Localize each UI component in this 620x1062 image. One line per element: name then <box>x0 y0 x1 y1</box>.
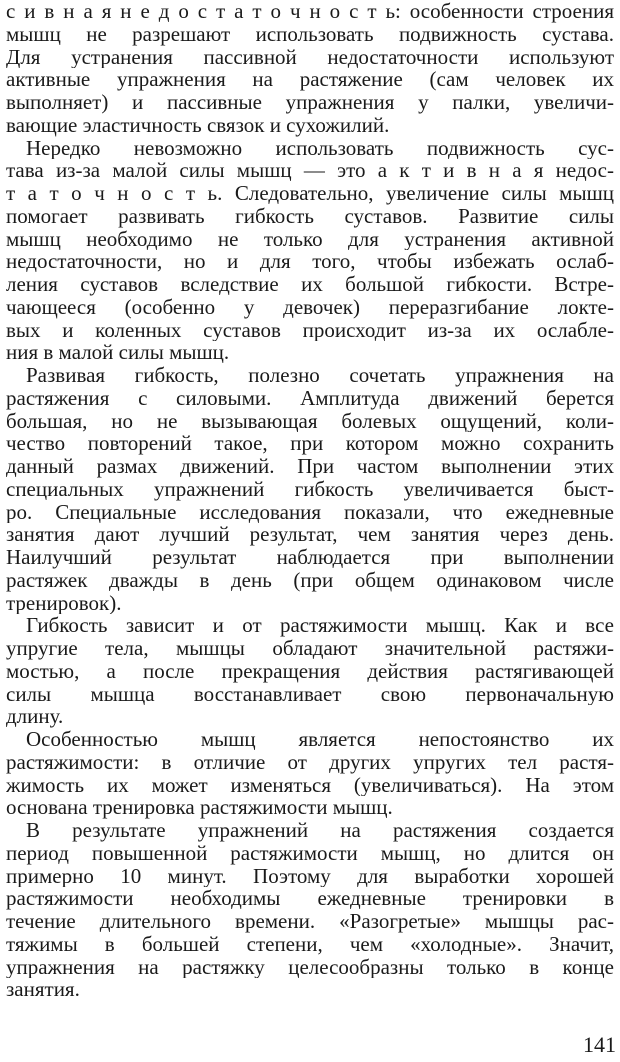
text-line: растяжения с силовыми. Амплитуда движений берется <box>6 386 614 410</box>
text-line: примерно 10 минут. Поэтому для выработки хорошей <box>6 864 614 888</box>
text-line: тава из-за малой силы мышц — это а к т и в н а я недос- <box>6 159 614 182</box>
text-line: вающие эластичность связок и сухожилий. <box>6 113 390 137</box>
text-line: чающееся (особенно у девочек) переразгибание локте- <box>6 295 614 319</box>
text-line: упругие тела, мышцы обладают значительной растяжи- <box>6 637 614 660</box>
text-line: жимость их может изменяться (увеличиваться). На этом <box>6 773 614 797</box>
text-line: большая, но не вызывающая болевых ощущений, коли- <box>6 409 614 433</box>
text-line: растяжимости необходимы ежедневные тренировки в <box>6 887 614 910</box>
text-line: длину. <box>6 705 64 728</box>
text-line: Наилучший результат наблюдается при выполнении <box>6 546 614 569</box>
text-line: тренировок). <box>6 591 122 615</box>
text-line: данный размах движений. При частом выполнении этих <box>6 455 614 478</box>
text-line: основана тренировка растяжимости мышц. <box>6 796 393 819</box>
text-line: мостью, а после прекращения действия растягивающей <box>6 659 614 683</box>
page-text <box>6 0 614 1001</box>
text-line: т а т о ч н о с т ь. Следовательно, увеличение силы мышц <box>6 182 614 205</box>
text-line: выполняет) и пассивные упражнения у палки, увеличи- <box>6 91 614 114</box>
text-line: с и в н а я н е д о с т а т о ч н о с т ь: особенности строения <box>6 0 614 23</box>
text-line: занятия. <box>6 978 80 1001</box>
text-line: период повышенной растяжимости мышц, но длится он <box>6 841 614 865</box>
text-line: Гибкость зависит и от растяжимости мышц. Как и все <box>26 614 614 637</box>
text-line: растяжимости: в отличие от других упругих тел растя- <box>6 750 614 774</box>
text-line: ления суставов вследствие их большой гибкости. Встре- <box>6 273 614 296</box>
text-line: мышц не разрешают использовать подвижность сустава. <box>6 22 614 46</box>
text-line: помогает развивать гибкость суставов. Развитие силы <box>6 204 614 228</box>
text-line: В результате упражнений на растяжения создается <box>26 819 614 842</box>
text-line: растяжек дважды в день (при общем одинаковом числе <box>6 568 614 592</box>
text-line: Нередко невозможно использовать подвижность сус- <box>26 136 614 160</box>
text-line: Развивая гибкость, полезно сочетать упражнения на <box>26 364 614 387</box>
text-line: ния в малой силы мышц. <box>6 341 230 364</box>
text-line: вых и коленных суставов происходит из-за их ослабле- <box>6 318 614 342</box>
text-line: активные упражнения на растяжение (сам человек их <box>6 68 614 91</box>
text-line: течение длительного времени. «Разогретые» мышцы рас- <box>6 910 614 933</box>
text-line: занятия дают лучший результат, чем занятия через день. <box>6 523 614 546</box>
page-number: 141 <box>583 1032 616 1057</box>
text-line: недостаточности, но и для того, чтобы избежать ослаб- <box>6 250 614 273</box>
text-line: силы мышца восстанавливает свою первоначальную <box>6 682 614 706</box>
text-line: чество повторений такое, при котором можно сохранить <box>6 432 614 455</box>
text-line: мышц необходимо не только для устранения активной <box>6 227 614 251</box>
text-line: тяжимы в большей степени, чем «холодные». Значит, <box>6 932 614 956</box>
text-line: Особенностью мышц является непостоянство их <box>26 728 614 751</box>
text-line: ро. Специальные исследования показали, что ежедневные <box>6 500 614 524</box>
text-line: специальных упражнений гибкость увеличивается быст- <box>6 477 614 501</box>
text-line: упражнения на растяжку целесообразны только в конце <box>6 955 614 979</box>
text-line: Для устранения пассивной недостаточности используют <box>6 45 614 69</box>
